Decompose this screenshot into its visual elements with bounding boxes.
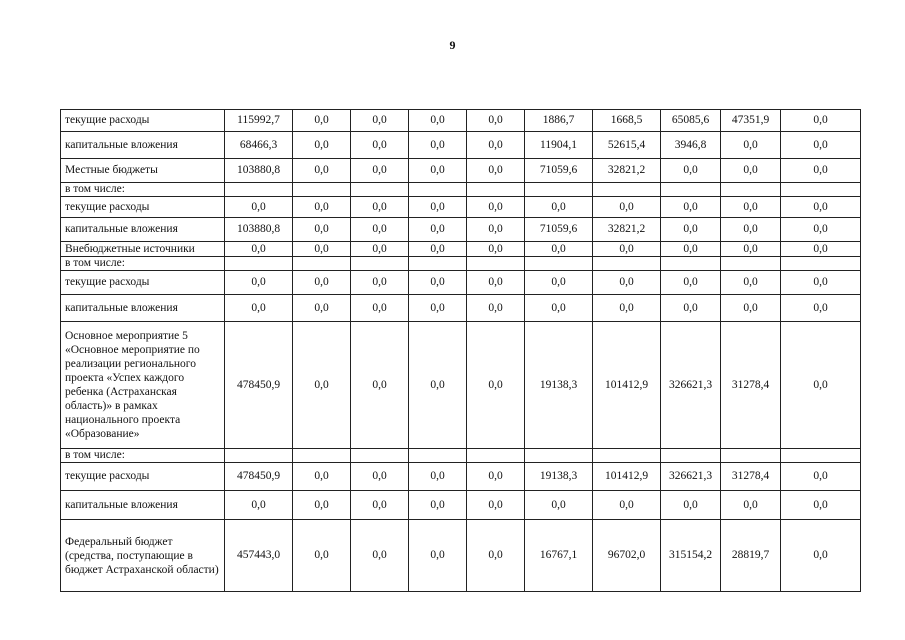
table-cell [293, 449, 351, 463]
table-cell: 0,0 [293, 491, 351, 520]
table-cell: 115992,7 [225, 110, 293, 132]
table-cell: 0,0 [467, 322, 525, 449]
table-cell [409, 449, 467, 463]
table-cell: 0,0 [225, 271, 293, 295]
row-label: капитальные вложения [61, 132, 225, 159]
table-cell: 0,0 [661, 271, 721, 295]
table-cell [225, 257, 293, 271]
table-cell: 19138,3 [525, 322, 593, 449]
table-cell: 0,0 [467, 110, 525, 132]
table-cell: 0,0 [721, 271, 781, 295]
table-cell [661, 449, 721, 463]
table-cell: 96702,0 [593, 520, 661, 592]
table-cell: 71059,6 [525, 159, 593, 183]
table-row [61, 218, 861, 242]
table-cell: 0,0 [467, 295, 525, 322]
table-cell: 0,0 [351, 295, 409, 322]
table-cell: 0,0 [525, 295, 593, 322]
table-cell: 0,0 [409, 520, 467, 592]
table-cell: 0,0 [721, 295, 781, 322]
table-cell: 0,0 [293, 159, 351, 183]
table-cell: 0,0 [409, 197, 467, 218]
table-cell: 0,0 [293, 322, 351, 449]
table-cell [293, 257, 351, 271]
table-cell: 0,0 [409, 463, 467, 491]
table-cell: 0,0 [409, 322, 467, 449]
table-cell: 0,0 [781, 132, 861, 159]
table-cell: 0,0 [781, 271, 861, 295]
table-cell: 32821,2 [593, 159, 661, 183]
table-cell: 0,0 [661, 197, 721, 218]
row-label: в том числе: [61, 183, 225, 197]
table-cell: 457443,0 [225, 520, 293, 592]
table-cell: 0,0 [351, 132, 409, 159]
table-cell [225, 183, 293, 197]
table-cell [467, 183, 525, 197]
table-cell [293, 183, 351, 197]
table-cell: 101412,9 [593, 322, 661, 449]
table-cell: 31278,4 [721, 322, 781, 449]
table-cell: 0,0 [781, 197, 861, 218]
table-cell [467, 257, 525, 271]
table-cell: 0,0 [467, 218, 525, 242]
table-cell: 0,0 [351, 159, 409, 183]
table-cell: 0,0 [721, 197, 781, 218]
table-cell: 32821,2 [593, 218, 661, 242]
row-label: текущие расходы [61, 110, 225, 132]
table-cell: 0,0 [409, 132, 467, 159]
table-cell [781, 257, 861, 271]
row-label: капитальные вложения [61, 295, 225, 322]
table-cell: 0,0 [781, 491, 861, 520]
table-cell: 0,0 [781, 463, 861, 491]
table-row [61, 242, 861, 257]
table-cell: 478450,9 [225, 463, 293, 491]
table-cell: 0,0 [661, 242, 721, 257]
row-label: Основное мероприятие 5 «Основное мероприятие по реализации регионального проекта «Успех каждого ребенка (Астраханская область)» в рамках национального проекта «Образование» [61, 322, 225, 449]
table-cell: 0,0 [351, 463, 409, 491]
table-cell: 0,0 [525, 242, 593, 257]
table-cell: 0,0 [721, 159, 781, 183]
table-row [61, 295, 861, 322]
table-cell: 0,0 [467, 271, 525, 295]
table-cell: 0,0 [293, 197, 351, 218]
table-cell: 0,0 [781, 218, 861, 242]
table-cell: 0,0 [351, 242, 409, 257]
table-cell: 0,0 [525, 491, 593, 520]
table-cell: 0,0 [661, 159, 721, 183]
table-cell: 0,0 [293, 295, 351, 322]
table-cell: 0,0 [467, 132, 525, 159]
table-cell: 0,0 [293, 132, 351, 159]
table-cell [661, 183, 721, 197]
table-cell: 47351,9 [721, 110, 781, 132]
table-row [61, 183, 861, 197]
table-cell: 19138,3 [525, 463, 593, 491]
table-cell [593, 449, 661, 463]
table-row [61, 132, 861, 159]
table-cell: 0,0 [525, 271, 593, 295]
table-cell: 0,0 [593, 491, 661, 520]
table-cell: 0,0 [721, 491, 781, 520]
table-cell: 65085,6 [661, 110, 721, 132]
table-cell: 16767,1 [525, 520, 593, 592]
table-cell: 0,0 [293, 463, 351, 491]
table-cell [593, 183, 661, 197]
table-cell: 28819,7 [721, 520, 781, 592]
table-cell: 0,0 [467, 242, 525, 257]
table-cell: 0,0 [593, 242, 661, 257]
table-cell: 315154,2 [661, 520, 721, 592]
table-cell: 326621,3 [661, 322, 721, 449]
table-cell: 0,0 [351, 520, 409, 592]
table-cell [525, 183, 593, 197]
table-cell [721, 183, 781, 197]
table-cell: 0,0 [409, 491, 467, 520]
table-cell: 0,0 [409, 295, 467, 322]
table-cell: 0,0 [721, 132, 781, 159]
table-cell: 0,0 [467, 197, 525, 218]
table-cell: 31278,4 [721, 463, 781, 491]
table-cell [781, 449, 861, 463]
table-cell [225, 449, 293, 463]
table-cell: 3946,8 [661, 132, 721, 159]
table-cell: 0,0 [467, 463, 525, 491]
table-cell: 0,0 [781, 295, 861, 322]
table-cell: 0,0 [409, 271, 467, 295]
table-row [61, 197, 861, 218]
table-cell: 0,0 [467, 520, 525, 592]
table-cell: 0,0 [593, 197, 661, 218]
table-row [61, 491, 861, 520]
table-cell: 0,0 [467, 491, 525, 520]
table-cell: 0,0 [661, 491, 721, 520]
table-row [61, 257, 861, 271]
table-cell: 478450,9 [225, 322, 293, 449]
table-cell: 0,0 [293, 520, 351, 592]
table-cell: 103880,8 [225, 218, 293, 242]
table-cell: 1668,5 [593, 110, 661, 132]
table-cell [351, 449, 409, 463]
row-label: текущие расходы [61, 271, 225, 295]
table-cell: 0,0 [225, 295, 293, 322]
table-cell [467, 449, 525, 463]
table-cell: 0,0 [409, 242, 467, 257]
table-cell: 0,0 [225, 491, 293, 520]
table-cell: 0,0 [351, 491, 409, 520]
table-cell: 68466,3 [225, 132, 293, 159]
table-cell: 0,0 [409, 159, 467, 183]
table-cell [781, 183, 861, 197]
table-cell: 0,0 [781, 110, 861, 132]
row-label: капитальные вложения [61, 491, 225, 520]
table-row [61, 271, 861, 295]
table-cell: 0,0 [593, 271, 661, 295]
table-cell: 0,0 [781, 322, 861, 449]
table-cell: 0,0 [781, 159, 861, 183]
table-row [61, 159, 861, 183]
table-cell: 0,0 [351, 197, 409, 218]
table-cell: 0,0 [525, 197, 593, 218]
table-cell: 103880,8 [225, 159, 293, 183]
row-label: Внебюджетные источники [61, 242, 225, 257]
row-label: Местные бюджеты [61, 159, 225, 183]
table-cell: 0,0 [225, 242, 293, 257]
page-number: 9 [449, 38, 456, 52]
row-label: капитальные вложения [61, 218, 225, 242]
table-cell: 0,0 [293, 218, 351, 242]
table-cell: 0,0 [467, 159, 525, 183]
table-cell [661, 257, 721, 271]
table-cell: 0,0 [293, 271, 351, 295]
table-row [61, 110, 861, 132]
table-cell: 101412,9 [593, 463, 661, 491]
table-cell [525, 257, 593, 271]
table-cell: 0,0 [409, 218, 467, 242]
table-cell [351, 257, 409, 271]
table-cell [409, 257, 467, 271]
table-row [61, 463, 861, 491]
table-cell: 0,0 [781, 520, 861, 592]
row-label: Федеральный бюджет (средства, поступающие в бюджет Астраханской области) [61, 520, 225, 592]
row-label: текущие расходы [61, 463, 225, 491]
table-cell [525, 449, 593, 463]
table-cell: 11904,1 [525, 132, 593, 159]
table-cell: 0,0 [661, 295, 721, 322]
table-cell [409, 183, 467, 197]
table-cell: 0,0 [351, 110, 409, 132]
table-cell [351, 183, 409, 197]
table-cell: 52615,4 [593, 132, 661, 159]
table-cell: 0,0 [409, 110, 467, 132]
table-cell: 0,0 [721, 242, 781, 257]
table-cell [721, 257, 781, 271]
table-cell: 0,0 [351, 271, 409, 295]
table-cell: 0,0 [661, 218, 721, 242]
table-cell: 0,0 [351, 218, 409, 242]
table-cell: 1886,7 [525, 110, 593, 132]
row-label: в том числе: [61, 449, 225, 463]
table-cell: 326621,3 [661, 463, 721, 491]
table-cell [721, 449, 781, 463]
table-cell: 0,0 [781, 242, 861, 257]
table-cell: 0,0 [593, 295, 661, 322]
row-label: текущие расходы [61, 197, 225, 218]
budget-table [60, 109, 861, 592]
table-cell: 0,0 [293, 242, 351, 257]
table-cell: 0,0 [721, 218, 781, 242]
table-cell: 0,0 [351, 322, 409, 449]
table-row [61, 520, 861, 592]
table-row [61, 449, 861, 463]
table-cell: 71059,6 [525, 218, 593, 242]
table-cell: 0,0 [293, 110, 351, 132]
table-cell [593, 257, 661, 271]
table-row [61, 322, 861, 449]
table-cell: 0,0 [225, 197, 293, 218]
row-label: в том числе: [61, 257, 225, 271]
